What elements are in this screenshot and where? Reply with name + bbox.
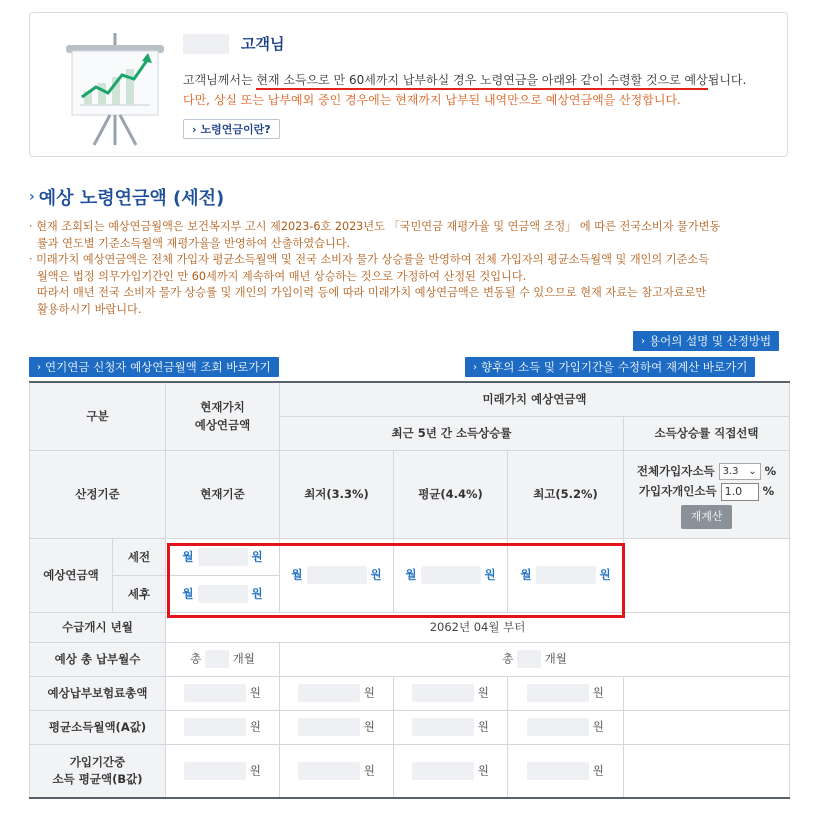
note-line: · 현재 조회되는 예상연금월액은 보건복지부 고시 제2023-6호 2023년도 「국민연금 재평가율 및 연금액 조정」 에 따른 전국소비자 물가변동 bbox=[29, 220, 721, 233]
won-label: 원 bbox=[370, 567, 382, 582]
customer-name-redacted bbox=[183, 34, 229, 54]
expectation-underlined: 현재 소득으로 만 60세까지 납부하실 경우 노령연금을 아래와 같이 수령할 것으로 예상 bbox=[256, 73, 707, 90]
months-label: 예상 총 납부월수 bbox=[30, 642, 166, 676]
b-value-avg bbox=[394, 744, 508, 798]
expected-pension-label: 예상연금액 bbox=[30, 538, 113, 612]
a-value-current bbox=[166, 710, 280, 744]
premium-direct bbox=[624, 676, 790, 710]
direct-select-header: 소득상승률 직접선택 bbox=[624, 416, 790, 450]
exception-sentence: 다만, 상실 또는 납부예외 중인 경우에는 현재까지 납부된 내역만으로 예상연금액을 산정합니다. bbox=[183, 93, 681, 107]
note-line: 률과 연도별 기준소득월액 재평가율을 반영하여 산출하였습니다. bbox=[37, 236, 351, 250]
amount-redacted bbox=[198, 585, 248, 603]
percent-label: % bbox=[764, 464, 777, 478]
recalc-row bbox=[624, 505, 789, 529]
pension-table bbox=[29, 381, 790, 799]
customer-name-row bbox=[183, 33, 284, 54]
total-income-value: 3.3 bbox=[722, 465, 739, 477]
personal-income-label: 가입자개인소득 bbox=[638, 484, 717, 498]
a-value-avg bbox=[394, 710, 508, 744]
premium-current bbox=[166, 676, 280, 710]
total-label: 총 bbox=[502, 651, 514, 666]
amount-redacted bbox=[184, 718, 246, 736]
percent-label: % bbox=[762, 484, 775, 498]
terms-button-label: 용어의 설명 및 산정방법 bbox=[649, 334, 772, 348]
won-label: 원 bbox=[592, 763, 604, 778]
total-income-row bbox=[624, 461, 789, 481]
customer-label: 고객님 bbox=[241, 35, 285, 53]
won-label: 원 bbox=[363, 719, 375, 734]
a-value-high bbox=[508, 710, 624, 744]
monthly-label: 월 bbox=[182, 586, 194, 600]
recalc-link-button[interactable] bbox=[465, 357, 755, 377]
amount-redacted bbox=[298, 718, 360, 736]
amount-redacted bbox=[205, 650, 229, 668]
premium-high bbox=[508, 676, 624, 710]
amount-redacted bbox=[412, 684, 474, 702]
amount-redacted bbox=[536, 566, 596, 584]
months-unit: 개월 bbox=[232, 651, 255, 666]
amount-redacted bbox=[184, 762, 246, 780]
won-label: 원 bbox=[484, 567, 496, 582]
presentation-chart-icon bbox=[60, 31, 170, 149]
high-rate-header: 최고(5.2%) bbox=[508, 450, 624, 538]
won-label: 원 bbox=[477, 763, 489, 778]
note-line: · 미래가치 예상연금액은 전체 가입자 평균소득월액 및 전국 소비자 물가 상승률을 반영하여 전체 가입자의 평균소득월액 및 개인의 기준소득 bbox=[29, 253, 710, 267]
note-line: 활용하시기 바랍니다. bbox=[37, 302, 142, 316]
chevron-right-icon: › bbox=[37, 361, 41, 373]
won-label: 원 bbox=[249, 763, 261, 778]
b-value-current bbox=[166, 744, 280, 798]
pre-tax-label: 세전 bbox=[113, 538, 166, 575]
b-value-low bbox=[280, 744, 394, 798]
category-header: 구분 bbox=[30, 382, 166, 450]
amount-redacted bbox=[527, 718, 589, 736]
chevron-right-icon: › bbox=[29, 189, 35, 205]
won-label: 원 bbox=[363, 685, 375, 700]
won-label: 원 bbox=[477, 685, 489, 700]
future-value-header: 미래가치 예상연금액 bbox=[280, 382, 790, 416]
amount-redacted bbox=[517, 650, 541, 668]
start-date-value: 2062년 04월 부터 bbox=[166, 612, 790, 642]
low-rate-value bbox=[280, 538, 394, 612]
amount-redacted bbox=[307, 566, 367, 584]
won-label: 원 bbox=[363, 763, 375, 778]
months-future-value bbox=[280, 642, 790, 676]
recent5-header: 최근 5년 간 소득상승률 bbox=[280, 416, 624, 450]
months-current-value bbox=[166, 642, 280, 676]
terms-button[interactable] bbox=[633, 331, 779, 351]
pre-tax-current-value bbox=[166, 538, 280, 575]
chevron-right-icon: › bbox=[641, 335, 645, 347]
won-label: 원 bbox=[251, 586, 263, 600]
current-basis-header: 현재기준 bbox=[166, 450, 280, 538]
high-rate-value bbox=[508, 538, 624, 612]
premium-label: 예상납부보험료총액 bbox=[30, 676, 166, 710]
a-value-direct bbox=[624, 710, 790, 744]
won-label: 원 bbox=[249, 685, 261, 700]
personal-income-input[interactable]: 1.0 bbox=[721, 483, 759, 501]
b-value-high bbox=[508, 744, 624, 798]
amount-redacted bbox=[298, 762, 360, 780]
personal-income-row bbox=[624, 481, 789, 501]
direct-select-value bbox=[624, 538, 790, 612]
amount-redacted bbox=[527, 762, 589, 780]
monthly-label: 월 bbox=[405, 567, 417, 582]
amount-redacted bbox=[298, 684, 360, 702]
amount-redacted bbox=[198, 548, 248, 566]
expectation-prefix: 고객님께서는 bbox=[183, 73, 257, 87]
chevron-right-icon: › bbox=[192, 122, 197, 136]
amount-redacted bbox=[412, 762, 474, 780]
won-label: 원 bbox=[477, 719, 489, 734]
notes bbox=[29, 219, 791, 319]
monthly-label: 월 bbox=[520, 567, 532, 582]
b-value-direct bbox=[624, 744, 790, 798]
post-tax-label: 세후 bbox=[113, 575, 166, 612]
total-label: 총 bbox=[190, 651, 202, 666]
note-line: 월액은 법정 의무가입기간인 만 60세까지 계속하여 매년 상승하는 것으로 가정하여 산정된 것입니다. bbox=[37, 269, 527, 283]
won-label: 원 bbox=[599, 567, 611, 582]
monthly-label: 월 bbox=[182, 549, 194, 563]
section-title bbox=[29, 184, 224, 210]
avg-rate-value bbox=[394, 538, 508, 612]
total-income-select[interactable] bbox=[719, 463, 761, 480]
deferred-pension-button[interactable] bbox=[29, 357, 279, 377]
won-label: 원 bbox=[592, 685, 604, 700]
total-income-label: 전체가입자소득 bbox=[636, 464, 715, 478]
amount-redacted bbox=[184, 684, 246, 702]
recalc-button[interactable]: 재계산 bbox=[681, 505, 733, 529]
what-is-pension-label: 노령연금이란? bbox=[200, 123, 271, 136]
what-is-pension-button[interactable] bbox=[183, 119, 280, 139]
post-tax-current-value bbox=[166, 575, 280, 612]
a-value-label: 평균소득월액(A값) bbox=[30, 710, 166, 744]
info-box bbox=[29, 12, 788, 157]
basis-header: 산정기준 bbox=[30, 450, 166, 538]
monthly-label: 월 bbox=[291, 567, 303, 582]
section-title-text: 예상 노령연금액 (세전) bbox=[38, 188, 225, 209]
direct-select-cell bbox=[624, 450, 790, 538]
chevron-down-icon: ⌄ bbox=[748, 465, 757, 477]
expectation-sentence bbox=[183, 71, 746, 88]
avg-rate-header: 평균(4.4%) bbox=[394, 450, 508, 538]
amount-redacted bbox=[412, 718, 474, 736]
expectation-suffix: 됩니다. bbox=[707, 73, 747, 87]
chevron-right-icon: › bbox=[473, 361, 477, 373]
deferred-pension-label: 연기연금 신청자 예상연금월액 조회 바로가기 bbox=[45, 360, 271, 374]
amount-redacted bbox=[421, 566, 481, 584]
premium-avg bbox=[394, 676, 508, 710]
start-date-label: 수급개시 년월 bbox=[30, 612, 166, 642]
won-label: 원 bbox=[251, 549, 263, 563]
premium-low bbox=[280, 676, 394, 710]
amount-redacted bbox=[527, 684, 589, 702]
a-value-low bbox=[280, 710, 394, 744]
won-label: 원 bbox=[249, 719, 261, 734]
b-value-label: 가입기간중 소득 평균액(B값) bbox=[30, 744, 166, 798]
months-unit: 개월 bbox=[544, 651, 567, 666]
recalc-link-label: 향후의 소득 및 가입기간을 수정하여 재계산 바로가기 bbox=[481, 360, 748, 374]
won-label: 원 bbox=[592, 719, 604, 734]
low-rate-header: 최저(3.3%) bbox=[280, 450, 394, 538]
present-value-header: 현재가치 예상연금액 bbox=[166, 382, 280, 450]
note-line: 따라서 매년 전국 소비자 물가 상승률 및 개인의 가입이력 등에 따라 미래가치 예상연금액은 변동될 수 있으므로 현재 자료는 참고자료로만 bbox=[37, 286, 707, 300]
